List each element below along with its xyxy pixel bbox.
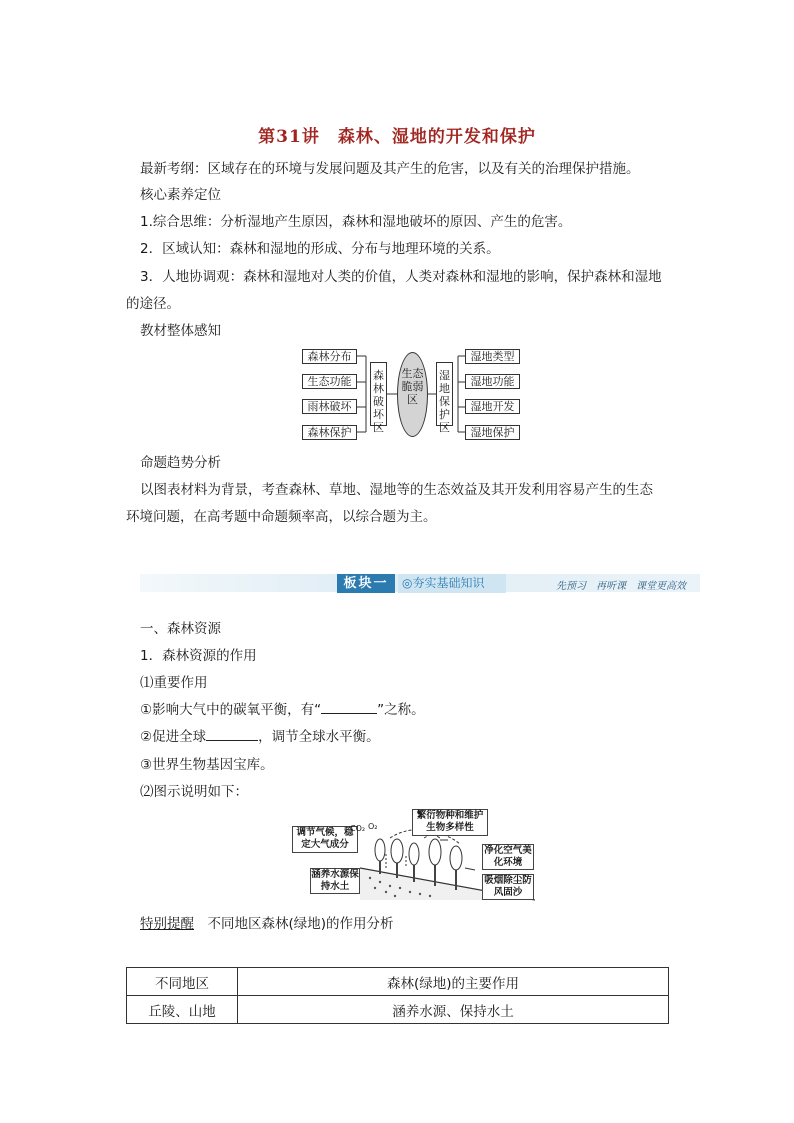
subheading-illustration: ⑵图示说明如下： xyxy=(140,784,248,800)
page-title: 第31讲 森林、湿地的开发和保护 xyxy=(258,127,536,147)
trend-text-2: 环境问题，在高考题中命题频率高，以综合题为主。 xyxy=(126,509,437,525)
table-cell: 涵养水源、保持水土 xyxy=(238,996,669,1024)
core-heading: 核心素养定位 xyxy=(140,187,221,203)
forest-function-illustration xyxy=(290,808,535,902)
section-banner-slogan: 先预习 再听课 课堂更高效 xyxy=(556,581,686,592)
section-banner-subtitle: ◎夯实基础知识 xyxy=(398,574,506,593)
map-item-rainforest-damage: 雨林破坏 xyxy=(302,399,357,414)
label-dust-wind: 吸烟除尘防风固沙 xyxy=(482,874,534,900)
item-carbon-oxygen-pre: ①影响大气中的碳氧平衡，有“ xyxy=(140,702,322,718)
fill-blank-1[interactable] xyxy=(321,701,377,714)
subheading-forest-role: 1．森林资源的作用 xyxy=(140,648,257,664)
map-item-forest-distribution: 森林分布 xyxy=(302,349,357,364)
map-fragile-zone: 生态脆弱区 xyxy=(397,352,428,437)
textbook-heading: 教材整体感知 xyxy=(140,323,221,339)
exam-outline: 最新考纲：区域存在的环境与发展问题及其产生的危害，以及有关的治理保护措施。 xyxy=(140,161,640,177)
map-item-wetland-development: 湿地开发 xyxy=(465,399,520,414)
section-heading-forest: 一、森林资源 xyxy=(140,621,221,637)
section-banner-title: 板块一 xyxy=(337,574,395,593)
item-carbon-oxygen xyxy=(140,701,425,719)
table-cell: 丘陵、山地 xyxy=(127,996,238,1024)
map-item-wetland-types: 湿地类型 xyxy=(465,349,520,364)
map-item-forest-protection: 森林保护 xyxy=(302,425,357,440)
map-item-wetland-function: 湿地功能 xyxy=(465,374,520,389)
subheading-important-role: ⑴重要作用 xyxy=(140,675,208,691)
table-row xyxy=(127,996,669,1024)
table-header-row xyxy=(127,968,669,996)
item-water-cycle-post: ，调节全球水平衡。 xyxy=(258,729,380,745)
map-forest-damage-zone: 森林破坏区 xyxy=(370,362,387,426)
forest-role-table xyxy=(126,967,669,1024)
trend-heading: 命题趋势分析 xyxy=(140,455,221,471)
core-point-3: 3．人地协调观：森林和湿地对人类的价值，人类对森林和湿地的影响，保护森林和湿地 xyxy=(140,269,662,285)
fill-blank-2[interactable] xyxy=(206,728,258,741)
special-tip-label: 特别提醒 xyxy=(140,916,194,932)
item-carbon-oxygen-post: ”之称。 xyxy=(377,702,425,718)
core-point-3-cont: 的途径。 xyxy=(126,296,180,312)
map-item-eco-function: 生态功能 xyxy=(302,374,357,389)
item-gene-bank: ③世界生物基因宝库。 xyxy=(140,757,274,773)
map-item-wetland-protection: 湿地保护 xyxy=(465,425,520,440)
trend-text-1: 以图表材料为背景，考查森林、草地、湿地等的生态效益及其开发利用容易产生的生态 xyxy=(140,482,653,498)
label-air-purification: 净化空气美化环境 xyxy=(482,844,534,870)
concept-map xyxy=(300,346,522,441)
item-water-cycle-pre: ②促进全球 xyxy=(140,729,207,745)
map-wetland-protection-zone: 湿地保护区 xyxy=(436,362,453,426)
label-biodiversity: 繁衍物种和维护生物多样性 xyxy=(412,809,488,836)
gas-o2: O₂ xyxy=(368,822,378,831)
special-tip xyxy=(140,915,394,933)
core-point-2: 2．区域认知：森林和湿地的形成、分布与地理环境的关系。 xyxy=(140,241,500,257)
core-point-1: 1.综合思维：分析湿地产生原因，森林和湿地破坏的原因、产生的危害。 xyxy=(140,214,572,230)
table-header-cell: 不同地区 xyxy=(127,968,238,996)
table-header-cell: 森林(绿地)的主要作用 xyxy=(238,968,669,996)
item-water-cycle xyxy=(140,728,380,746)
label-climate-regulation: 调节气候，稳定大气成分 xyxy=(292,826,358,853)
gas-co2: CO₂ xyxy=(350,824,366,833)
label-water-soil: 涵养水源保持水土 xyxy=(311,869,359,892)
special-tip-text: 不同地区森林(绿地)的作用分析 xyxy=(207,916,394,932)
